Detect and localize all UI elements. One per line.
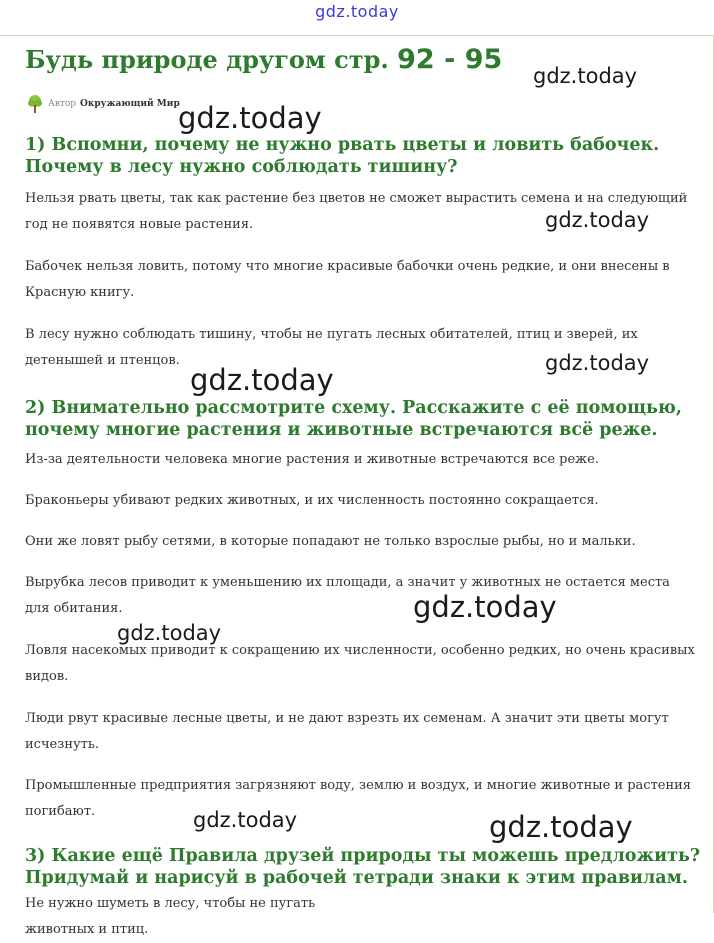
watermark: gdz.today — [489, 810, 633, 844]
question-heading-line: почему многие растения и животные встречаются всё реже. — [25, 420, 658, 440]
answer-paragraph: Бабочек нельзя ловить, потому что многие красивые бабочки очень редкие, и они внесены в Красную книгу. — [25, 259, 670, 300]
watermark: gdz.today — [545, 208, 650, 232]
answer-paragraph: Вырубка лесов приводит к уменьшению их площади, а значит у животных не остается места для обитания. — [25, 575, 670, 616]
question-heading-line: Почему в лесу нужно соблюдать тишину? — [25, 157, 458, 177]
answer-paragraph: В лесу нужно соблюдать тишину, чтобы не пугать лесных обитателей, птиц и зверей, их детенышей и птенцов. — [25, 327, 638, 368]
answer-paragraph: Ловля насекомых приводит к сокращению их численности, особенно редких, но очень красивых видов. — [25, 643, 695, 684]
question-1-heading — [25, 134, 705, 178]
answer-paragraph: Промышленные предприятия загрязняют воду, землю и воздух, и многие животные и растения погибают. — [25, 778, 691, 819]
question-3-heading — [25, 845, 705, 889]
answer-paragraph: Из-за деятельности человека многие растения и животные встречаются все реже. — [25, 452, 599, 467]
header-divider — [0, 35, 714, 36]
tree-icon — [25, 94, 45, 114]
page-title-pages: 92 - 95 — [397, 44, 503, 75]
author-name[interactable]: Окружающий Мир — [80, 99, 180, 109]
answer-paragraph: Браконьеры убивают редких животных, и их численность постоянно сокращается. — [25, 493, 599, 508]
question-heading-line: 3) Какие ещё Правила друзей природы ты можешь предложить? — [25, 846, 701, 866]
answer-paragraph: Люди рвут красивые лесные цветы, и не дают взрезть их семенам. А значит эти цветы могут исчезнуть. — [25, 711, 669, 752]
author-label: Автор — [48, 99, 77, 109]
question-heading-line: 1) Вспомни, почему не нужно рвать цветы и ловить бабочек. — [25, 135, 660, 155]
watermark: gdz.today — [413, 590, 557, 624]
watermark: gdz.today — [193, 808, 298, 832]
watermark: gdz.today — [190, 363, 334, 397]
question-heading-line: Придумай и нарисуй в рабочей тетради знаки к этим правилам. — [25, 868, 688, 888]
question-2-heading — [25, 397, 705, 441]
answer-paragraph-cut: Не нужно шуметь в лесу, чтобы не пугать животных и птиц. — [25, 896, 316, 937]
author-row — [25, 94, 180, 114]
page-title-text: Будь природе другом стр. — [25, 45, 389, 74]
watermark: gdz.today — [533, 64, 638, 88]
watermark: gdz.today — [545, 351, 650, 375]
question-heading-line: 2) Внимательно рассмотрите схему. Расскажите с её помощью, — [25, 398, 682, 418]
watermark: gdz.today — [117, 621, 222, 645]
page-title — [25, 44, 502, 75]
answer-paragraph: Нельзя рвать цветы, так как растение без цветов не сможет вырастить семена и на следующий год не появятся новые растения. — [25, 191, 688, 232]
site-logo[interactable]: gdz.today — [315, 2, 399, 21]
watermark: gdz.today — [178, 101, 322, 135]
answer-paragraph: Они же ловят рыбу сетями, в которые попадают не только взрослые рыбы, но и мальки. — [25, 534, 636, 549]
